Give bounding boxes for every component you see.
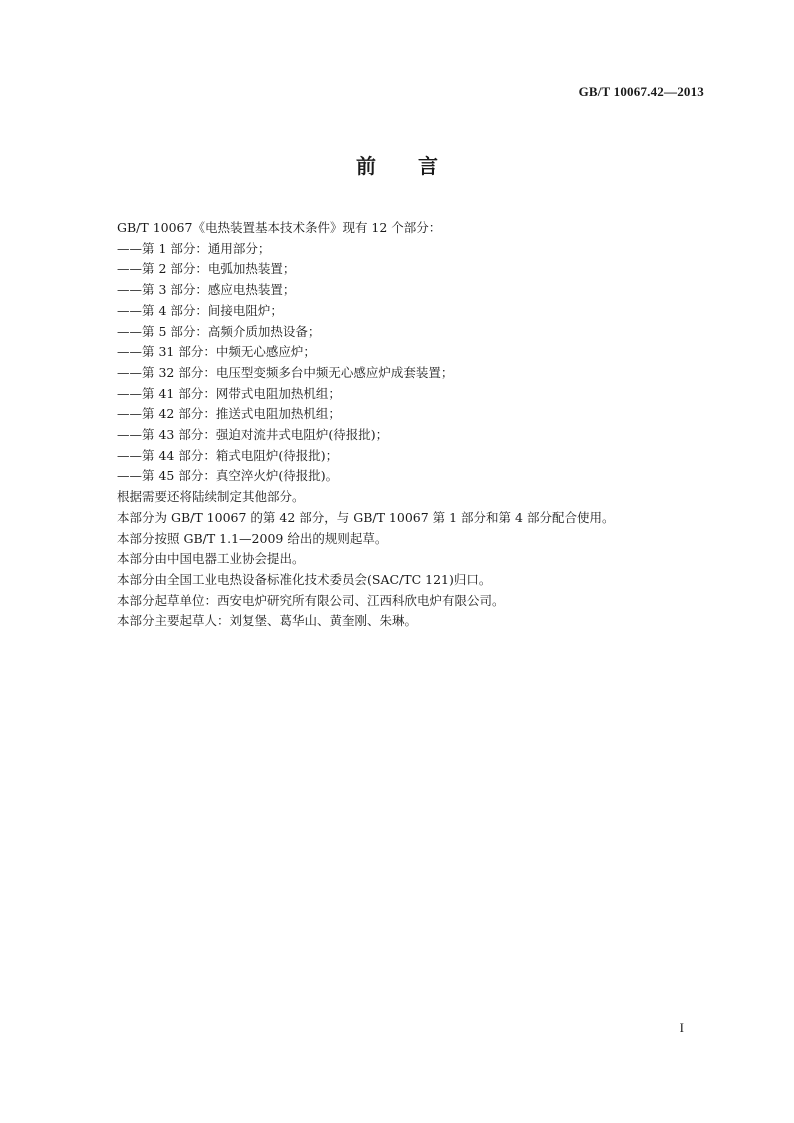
paragraph: 本部分为 GB/T 10067 的第 42 部分，与 GB/T 10067 第 1 部分和第 4 部分配合使用。 [117,509,615,525]
part-list-item: ——第 3 部分：感应电热装置； [117,282,296,298]
part-list-item: ——第 45 部分：真空淬火炉(待报批)。 [117,468,339,484]
paragraph: 本部分主要起草人：刘复堡、葛华山、黄奎刚、朱琳。 [117,613,418,629]
paragraph: 本部分由全国工业电热设备标准化技术委员会(SAC/TC 121)归口。 [117,571,492,587]
page-title: 前言 [356,154,480,178]
paragraph: 根据需要还将陆续制定其他部分。 [117,489,305,505]
part-list-item: ——第 32 部分：电压型变频多台中频无心感应炉成套装置； [117,364,454,380]
part-list-item: ——第 4 部分：间接电阻炉； [117,302,283,318]
paragraph: 本部分由中国电器工业协会提出。 [117,551,305,567]
part-list-item: ——第 31 部分：中频无心感应炉； [117,344,316,360]
part-list-item: ——第 2 部分：电弧加热装置； [117,261,296,277]
part-list-item: ——第 5 部分：高频介质加热设备； [117,323,321,339]
part-list-item: ——第 1 部分：通用部分； [117,240,271,256]
part-list-item: ——第 42 部分：推送式电阻加热机组； [117,406,341,422]
standard-number: GB/T 10067.42—2013 [578,84,704,99]
paragraph: 本部分按照 GB/T 1.1—2009 给出的规则起草。 [117,530,388,546]
part-list-item: ——第 41 部分：网带式电阻加热机组； [117,385,341,401]
part-list-item: ——第 44 部分：箱式电阻炉(待报批)； [117,447,339,463]
paragraph: 本部分起草单位：西安电炉研究所有限公司、江西科欣电炉有限公司。 [117,592,505,608]
intro-line: GB/T 10067《电热装置基本技术条件》现有 12 个部分： [117,220,442,235]
part-list-item: ——第 43 部分：强迫对流井式电阻炉(待报批)； [117,427,389,443]
foreword-body [117,218,717,632]
page-number: I [679,1020,684,1035]
